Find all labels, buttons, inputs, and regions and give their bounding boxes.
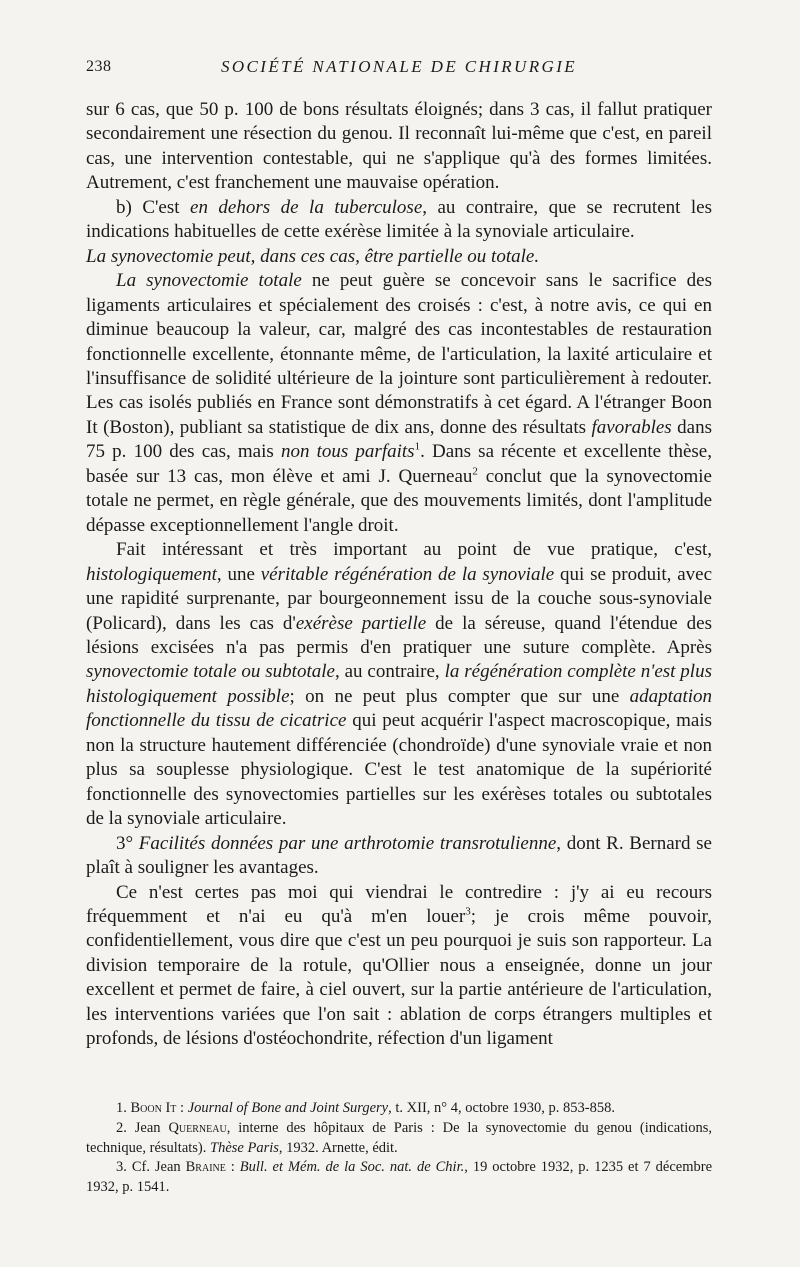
text-run: , t. XII, n° 4, octobre 1930, p. 853-858. bbox=[388, 1100, 615, 1116]
footnote-ref-1[interactable]: 1 bbox=[414, 441, 421, 454]
emphasis: non tous parfaits bbox=[280, 441, 415, 463]
text-run: Fait intéressant et très important au point de vue pratique, c'est, bbox=[116, 539, 712, 561]
text-run: qui se produit, avec une rapidité surprenante, par bourgeonnement issu de la couche sous-synoviale (Policard), dans les cas d' bbox=[86, 563, 713, 634]
emphasis: véritable régénération de la synoviale bbox=[260, 563, 555, 585]
paragraph-3: La synovectomie peut, dans ces cas, être partielle ou totale. bbox=[86, 245, 540, 267]
text-run: , au contraire, que se recrutent les indications habituelles de cette exérèse limitée à la synoviale articulaire. bbox=[86, 196, 713, 243]
emphasis: la régénération complète n'est plus histologiquement possible bbox=[86, 661, 712, 707]
emphasis: en dehors de la tuberculose bbox=[190, 196, 423, 218]
footnote-3 bbox=[86, 1158, 712, 1198]
author-name: Boon It bbox=[130, 1100, 177, 1116]
emphasis: adaptation fonctionnelle du tissu de cicatrice bbox=[86, 685, 713, 732]
footnote-number: 2. Jean bbox=[116, 1119, 169, 1136]
text-run: ; on ne peut plus compter que sur une bbox=[289, 685, 630, 707]
page-number: 238 bbox=[86, 58, 112, 75]
body-text bbox=[86, 98, 712, 1052]
emphasis: synovectomie totale ou subtotale bbox=[86, 661, 335, 683]
author-name: Querneau bbox=[168, 1119, 227, 1136]
journal-title: Journal of Bone and Joint Surgery bbox=[187, 1100, 389, 1116]
footnote-ref-2[interactable]: 2 bbox=[472, 465, 478, 478]
footnote-2 bbox=[86, 1119, 712, 1159]
author-name: Braine bbox=[185, 1159, 226, 1176]
footnote-number: 3. Cf. Jean bbox=[116, 1159, 186, 1176]
text-run: ne peut guère se concevoir sans le sacrifice des ligaments articulaires et spécialement des croisés : c'est, à notre avis, ce qui en diminue beaucoup la valeur, car, malgré des cas incontestables de restauration fonctionnelle excellente, étonnante même, de l'articulation, la laxité articulaire et l'insuffisance de solidité ultérieure de la jointure sont particulièrement à redouter. Les cas isolés publiés en France sont démonstratifs à cet égard. A l'étranger Boon It (Boston), publiant sa statistique de dix ans, donne des résultats bbox=[86, 270, 712, 438]
text-run: , au contraire, bbox=[334, 661, 445, 683]
text-run: ; je crois même pouvoir, confidentiellement, vous dire que c'est un peu pourquoi je suis son rapporteur. La division temporaire de la rotule, qu'Ollier nous a enseignée, donne un jour excellent et permet de faire, à ciel ouvert, sur la partie antérieure de l'articulation, les interventions variées que l'on sait : ablation de corps étrangers multiples et profonds, de lésions d'ostéochondrite, réfection d'un ligament bbox=[86, 905, 712, 1050]
running-title: SOCIÉTÉ NATIONALE DE CHIRURGIE bbox=[220, 57, 578, 76]
text-run: , dont R. Bernard se plaît à souligner les avantages. bbox=[86, 832, 712, 879]
paragraph-4 bbox=[86, 269, 712, 538]
journal-title: Bull. et Mém. de la Soc. nat. de Chir. bbox=[239, 1159, 465, 1176]
emphasis: La synovectomie totale bbox=[116, 270, 302, 292]
text-run: 3° bbox=[116, 832, 139, 854]
text-run: b) C'est bbox=[116, 196, 191, 218]
footnote-ref-3[interactable]: 3 bbox=[465, 905, 471, 918]
text-run: conclut que la synovectomie totale ne permet, en règle générale, que des mouvements limités, dont l'amplitude dépasse exceptionnellement l'angle droit. bbox=[86, 465, 712, 536]
emphasis: exérèse partielle bbox=[295, 612, 427, 634]
text-run: , interne des hôpitaux de Paris : De la synovectomie du genou (indications, technique, résultats). bbox=[86, 1119, 713, 1156]
footnote-number: 1. bbox=[116, 1100, 131, 1116]
paragraph-6 bbox=[86, 832, 712, 881]
paragraph-1: sur 6 cas, que 50 p. 100 de bons résultats éloignés; dans 3 cas, il fallut pratiquer secondairement une résection du genou. Il reconnaît lui-même que c'est, en pareil cas, une intervention contestable, qui ne s'applique qu'à des formes limitées. Autrement, c'est franchement une mauvaise opération. bbox=[86, 99, 712, 194]
footnotes bbox=[86, 1099, 712, 1198]
paragraph-2 bbox=[86, 196, 712, 245]
emphasis: histologiquement bbox=[86, 563, 217, 585]
paragraph-7 bbox=[86, 881, 712, 1052]
text-run: : bbox=[176, 1100, 188, 1116]
text-run: qui peut acquérir l'aspect macroscopique, mais non la structure hautement différenciée (chondroïde) d'une synoviale vraie et non plus sa souplesse physiologique. C'est le test anatomique de la supériorité fonctionnelle des synovectomies partielles sur les exérèses totales ou subtotales de la synoviale articulaire. bbox=[86, 710, 713, 830]
emphasis: Facilités données par une arthrotomie transrotulienne bbox=[138, 832, 557, 854]
text-run: , 1932. Arnette, édit. bbox=[278, 1139, 398, 1156]
text-run: dans 75 p. 100 des cas, mais bbox=[86, 416, 712, 463]
text-run: : bbox=[225, 1159, 240, 1176]
thesis-title: Thèse Paris bbox=[210, 1139, 279, 1156]
text-run: de la séreuse, quand l'étendue des lésions excisées n'a pas permis d'en pratiquer une suture complète. Après bbox=[86, 612, 712, 658]
footnote-1 bbox=[86, 1099, 712, 1119]
emphasis: favorables bbox=[591, 416, 672, 438]
text-run: Ce n'est certes pas moi qui viendrai le contredire : j'y ai eu recours fréquemment et n'ai eu qu'à m'en louer bbox=[86, 881, 712, 927]
paragraph-5 bbox=[86, 538, 712, 831]
text-run: , une bbox=[216, 563, 261, 585]
page-header bbox=[86, 58, 712, 84]
text-run: , 19 octobre 1932, p. 1235 et 7 décembre 1932, p. 1541. bbox=[86, 1159, 713, 1196]
text-run: . Dans sa récente et excellente thèse, basée sur 13 cas, mon élève et ami J. Querneau bbox=[86, 441, 712, 487]
